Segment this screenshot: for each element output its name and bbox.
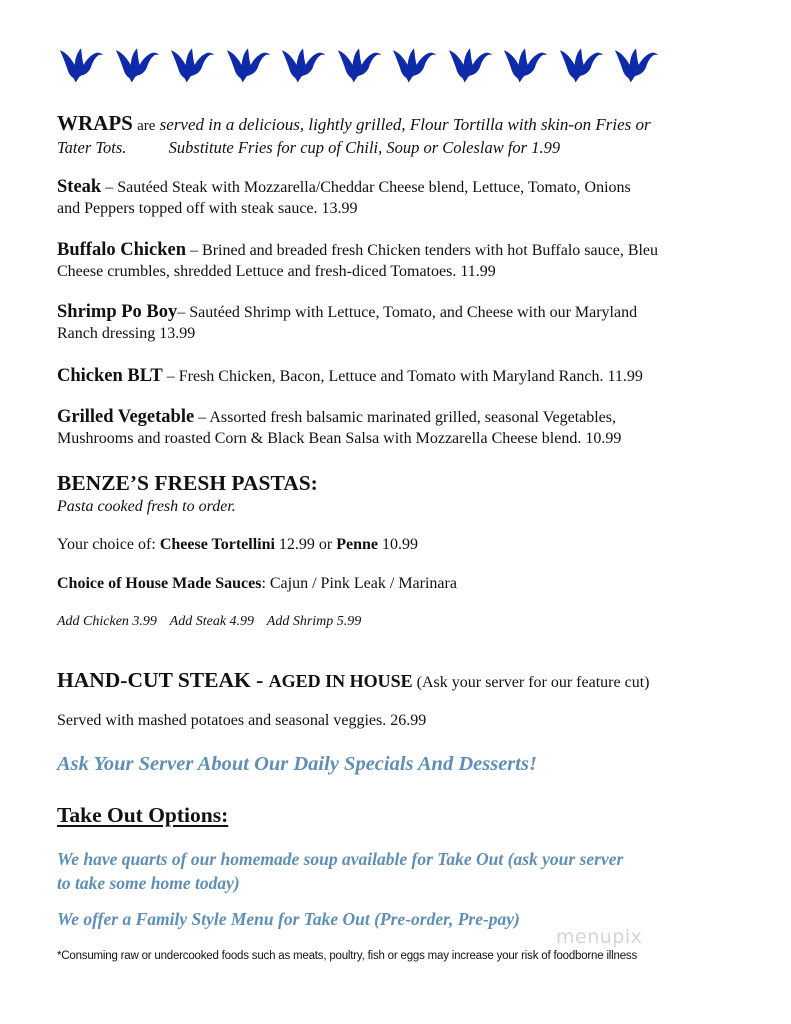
pastas-section bbox=[57, 470, 318, 517]
item-name: Buffalo Chicken bbox=[57, 240, 187, 260]
steak-note: (Ask your server for our feature cut) bbox=[412, 674, 650, 691]
addon-steak: Add Steak 4.99 bbox=[169, 614, 255, 629]
item-name: Grilled Vegetable bbox=[57, 407, 195, 427]
goose-icon bbox=[447, 44, 503, 86]
watermark: menupix bbox=[556, 926, 643, 948]
steak-description bbox=[57, 710, 426, 731]
goose-banner bbox=[58, 44, 669, 86]
pasta-option-tortellini: Cheese Tortellini bbox=[159, 536, 275, 553]
menu-item-chicken-blt bbox=[57, 366, 643, 387]
item-name: Steak bbox=[57, 177, 102, 197]
pasta-addons bbox=[57, 611, 361, 632]
steak-desc-text: Served with mashed potatoes and seasonal veggies. 26.99 bbox=[57, 712, 427, 729]
item-desc: – Sautéed Steak with Mozzarella/Cheddar Cheese blend, Lettuce, Tomato, Onions bbox=[101, 179, 631, 196]
wraps-title: WRAPS bbox=[57, 111, 133, 135]
item-desc: – Assorted fresh balsamic marinated grilled, seasonal Vegetables, bbox=[194, 409, 617, 426]
pastas-subtitle: Pasta cooked fresh to order. bbox=[57, 498, 236, 515]
goose-icon bbox=[280, 44, 336, 86]
wraps-intro-line2a: Tater Tots. bbox=[57, 138, 127, 157]
takeout-title-block bbox=[57, 802, 228, 828]
item-name: Shrimp Po Boy bbox=[57, 302, 178, 322]
takeout-soup bbox=[57, 847, 623, 895]
pasta-option-penne: Penne bbox=[336, 536, 379, 553]
sauces-label: Choice of House Made Sauces bbox=[57, 575, 262, 592]
steak-title-small: AGED IN HOUSE bbox=[268, 671, 413, 691]
takeout-family bbox=[57, 907, 520, 931]
specials-text: Ask Your Server About Our Daily Specials And Desserts! bbox=[57, 753, 537, 775]
wraps-intro-line1: served in a delicious, lightly grilled, Flour Tortilla with skin-on Fries or bbox=[159, 115, 651, 134]
menu-item-steak-wrap bbox=[57, 177, 631, 219]
goose-icon bbox=[558, 44, 614, 86]
goose-icon bbox=[225, 44, 281, 86]
wraps-intro bbox=[57, 113, 651, 158]
steak-title: HAND-CUT STEAK - bbox=[57, 668, 269, 692]
pasta-option-penne-price: 10.99 bbox=[378, 536, 419, 553]
hand-cut-steak-section bbox=[57, 667, 649, 696]
addon-chicken: Add Chicken 3.99 bbox=[57, 614, 157, 629]
takeout-family-text: We offer a Family Style Menu for Take Out (Pre-order, Pre-pay) bbox=[57, 909, 520, 929]
pasta-sauces bbox=[57, 573, 457, 594]
menu-item-grilled-vegetable bbox=[57, 407, 621, 449]
goose-icon bbox=[336, 44, 392, 86]
item-desc: – Sautéed Shrimp with Lettuce, Tomato, and Cheese with our Maryland bbox=[177, 304, 638, 321]
takeout-soup-line2: to take some home today) bbox=[57, 873, 240, 893]
pasta-choice-label: Your choice of: bbox=[57, 536, 160, 553]
goose-icon bbox=[391, 44, 447, 86]
wraps-lead-word: are bbox=[137, 118, 156, 134]
goose-icon bbox=[58, 44, 114, 86]
item-name: Chicken BLT bbox=[57, 366, 163, 386]
item-desc: – Fresh Chicken, Bacon, Lettuce and Tomato with Maryland Ranch. 11.99 bbox=[162, 368, 643, 385]
item-desc: – Brined and breaded fresh Chicken tenders with hot Buffalo sauce, Bleu bbox=[186, 242, 659, 259]
menu-item-shrimp-po-boy bbox=[57, 302, 637, 344]
disclaimer-block bbox=[57, 950, 637, 962]
menu-item-buffalo-chicken bbox=[57, 240, 658, 282]
pasta-option-tortellini-price: 12.99 or bbox=[274, 536, 337, 553]
item-desc-cont: Mushrooms and roasted Corn & Black Bean Salsa with Mozzarella Cheese blend. 10.99 bbox=[57, 430, 622, 447]
sauces-values: : Cajun / Pink Leak / Marinara bbox=[261, 575, 457, 592]
wraps-intro-line2b: Substitute Fries for cup of Chili, Soup or Coleslaw for 1.99 bbox=[168, 138, 561, 157]
goose-icon bbox=[114, 44, 170, 86]
takeout-soup-line1: We have quarts of our homemade soup available for Take Out (ask your server bbox=[57, 849, 624, 869]
item-desc-cont: Ranch dressing 13.99 bbox=[57, 325, 196, 342]
goose-icon bbox=[502, 44, 558, 86]
item-desc-cont: and Peppers topped off with steak sauce. 13.99 bbox=[57, 200, 358, 217]
specials-banner bbox=[57, 751, 537, 777]
item-desc-cont: Cheese crumbles, shredded Lettuce and fresh-diced Tomatoes. 11.99 bbox=[57, 263, 496, 280]
takeout-title: Take Out Options: bbox=[57, 803, 229, 827]
pastas-title: BENZE’S FRESH PASTAS: bbox=[57, 471, 318, 495]
addon-shrimp: Add Shrimp 5.99 bbox=[266, 614, 362, 629]
goose-icon bbox=[169, 44, 225, 86]
pasta-choice bbox=[57, 534, 418, 555]
goose-icon bbox=[613, 44, 669, 86]
disclaimer-text: *Consuming raw or undercooked foods such as meats, poultry, fish or eggs may increase your risk of foodborne illness bbox=[57, 950, 637, 962]
